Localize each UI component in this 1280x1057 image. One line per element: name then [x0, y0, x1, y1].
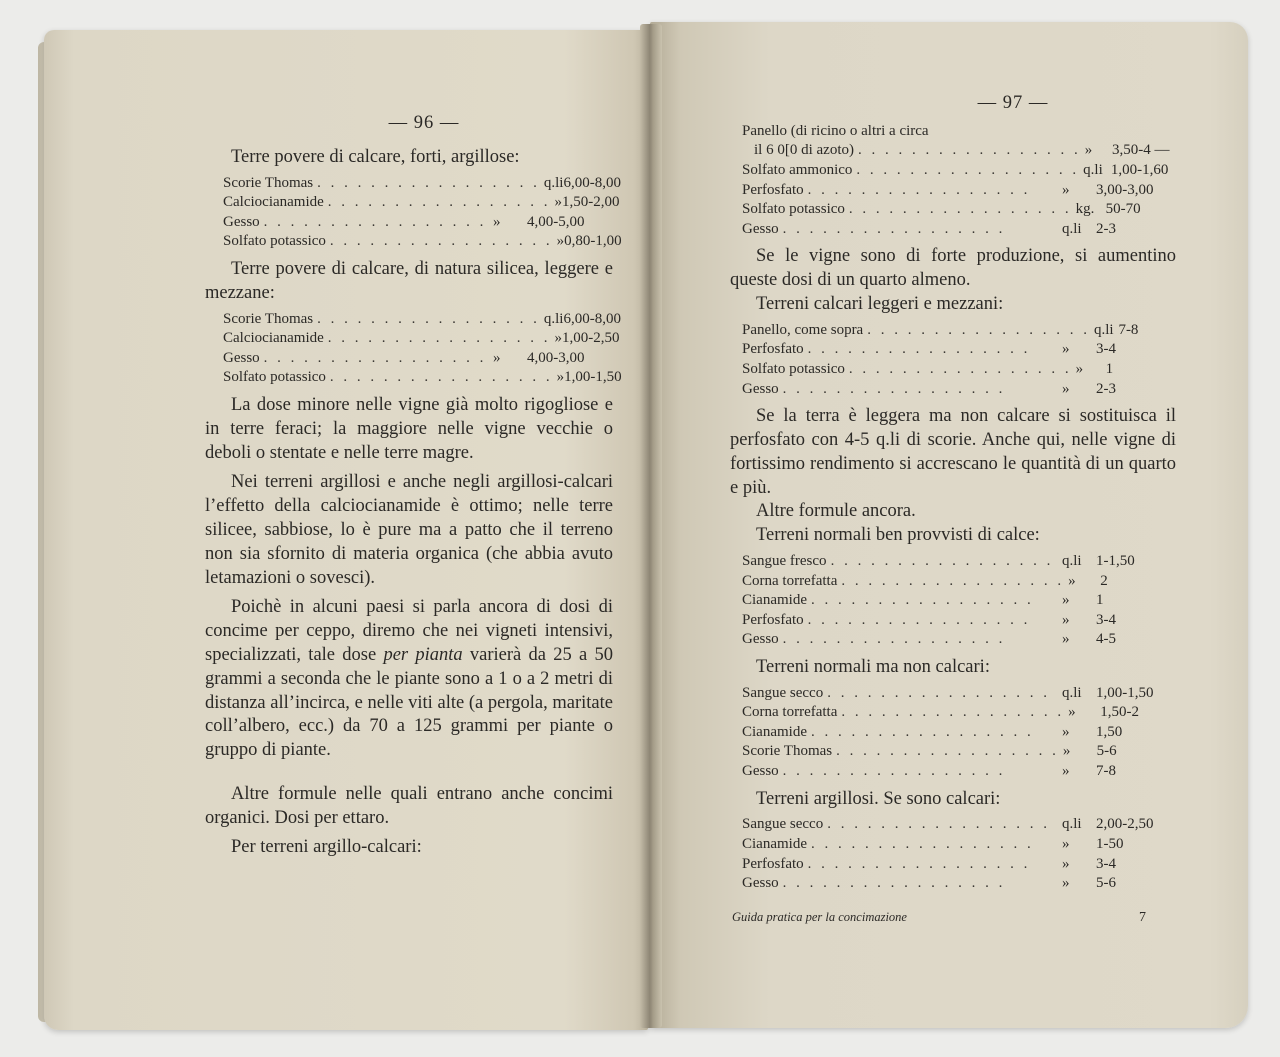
leader-dots: . . . . . . . . . . . . . . . . .	[327, 194, 551, 211]
product-name: Calciocianamide	[223, 330, 324, 347]
product-name: Calciocianamide	[223, 194, 324, 211]
dose-value: 0,80-1,00	[564, 233, 622, 250]
dose-value: 1,00-1,50	[1096, 684, 1154, 701]
product-name: Corna torrefatta	[742, 572, 838, 589]
unit: »	[1062, 592, 1070, 609]
leader-dots: . . . . . . . . . . . . . . . . .	[782, 763, 1006, 780]
dose-table-continued	[742, 122, 1176, 161]
page-number: — 97 —	[977, 93, 1049, 113]
dose-value: 3,50-4 —	[1111, 142, 1170, 159]
leader-dots: . . . . . . . . . . . . . . . . .	[867, 321, 1090, 338]
dose-value: 3-4	[1096, 341, 1116, 358]
paragraph: Se le vigne sono di forte produzione, si aumentino queste dosi di un quarto almeno.	[730, 246, 1176, 291]
product-name: Gesso	[223, 349, 260, 366]
section-heading: Terreni normali ben provvisti di calce:	[756, 525, 1040, 546]
paragraph-text: Poichè in alcuni paesi si parla ancora di dosi di concime per ceppo, diremo che nei vigneti intensivi, specializzati, tale dose	[205, 597, 613, 665]
leader-dots: . . . . . . . . . . . . . . . . .	[827, 816, 1050, 833]
product-name: Cianamide	[742, 723, 807, 740]
table-row	[742, 874, 1176, 894]
product-name: Corna torrefatta	[742, 704, 838, 721]
signature-number: 7	[1139, 909, 1146, 925]
section-heading: Terreni argillosi. Se sono calcari:	[756, 788, 1001, 809]
dose-table	[742, 161, 1176, 239]
table-row	[742, 723, 1176, 743]
table-row	[742, 815, 1176, 835]
unit: »	[1062, 743, 1071, 760]
unit: kg.	[1075, 201, 1095, 218]
table-row	[742, 572, 1176, 592]
leader-dots: . . . . . . . . . . . . . . . . .	[263, 349, 487, 366]
section-heading: Terre povere di calcare, forti, argillose:	[231, 146, 520, 167]
dose-value: 1,50-2,00	[562, 194, 620, 211]
dose-table	[742, 321, 1176, 399]
unit: »	[1075, 360, 1084, 377]
dose-table	[742, 684, 1176, 782]
leader-dots: . . . . . . . . . . . . . . . . .	[848, 360, 1072, 377]
paragraph: Altre formule ancora.	[756, 501, 916, 522]
unit: »	[1062, 380, 1070, 397]
table-row	[223, 368, 622, 388]
table-row	[742, 552, 1176, 572]
paragraph: La dose minore nelle vigne già molto rigogliose e in terre feraci; la maggiore nelle vigne vecchie o deboli o stentate e nelle terre magre.	[205, 394, 613, 463]
product-name: Scorie Thomas	[223, 174, 314, 191]
leader-dots: . . . . . . . . . . . . . . . . .	[810, 723, 1034, 740]
unit: »	[1062, 875, 1070, 892]
dose-value: 2-3	[1096, 380, 1116, 397]
dose-value: 50-70	[1105, 201, 1141, 218]
product-name: Panello (di ricino o altri a circa	[742, 122, 929, 139]
unit: »	[554, 330, 563, 347]
leader-dots: . . . . . . . . . . . . . . . . .	[810, 592, 1034, 609]
right-page	[650, 22, 1248, 1028]
product-name: Scorie Thomas	[742, 743, 833, 760]
leader-dots: . . . . . . . . . . . . . . . . .	[841, 704, 1065, 721]
dose-value: 2,00-2,50	[1096, 816, 1154, 833]
open-book	[44, 18, 1248, 1040]
dose-value: 3-4	[1096, 611, 1116, 628]
footer-title: Guida pratica per la concimazione	[732, 909, 907, 924]
dose-value: 2-3	[1096, 220, 1116, 237]
dose-table	[742, 815, 1176, 893]
leader-dots: . . . . . . . . . . . . . . . . .	[329, 233, 553, 250]
paragraph: Altre formule nelle quali entrano anche concimi organici. Dosi per ettaro.	[205, 783, 613, 828]
dose-value: 1	[1096, 592, 1104, 609]
leader-dots: . . . . . . . . . . . . . . . . .	[782, 220, 1006, 237]
product-name: Perfosfato	[742, 181, 804, 198]
product-name: Gesso	[742, 380, 779, 397]
product-name: Sangue secco	[742, 684, 824, 701]
product-name: Gesso	[742, 875, 779, 892]
unit: »	[1068, 704, 1076, 721]
dose-value: 4,00-5,00	[527, 213, 585, 230]
paragraph	[205, 596, 613, 763]
unit: »	[1062, 855, 1070, 872]
dose-value: 6,00-8,00	[563, 310, 621, 327]
table-row	[223, 310, 621, 330]
unit: »	[1062, 181, 1070, 198]
table-row	[223, 193, 620, 213]
leader-dots: . . . . . . . . . . . . . . . . .	[807, 855, 1031, 872]
table-row	[742, 360, 1176, 380]
left-page-text	[205, 112, 622, 860]
unit: q.li	[543, 174, 564, 191]
dose-value: 2	[1100, 572, 1108, 589]
italic-phrase: per pianta	[383, 644, 463, 665]
leader-dots: . . . . . . . . . . . . . . . . .	[317, 310, 540, 327]
dose-value: 1,00-2,50	[562, 330, 620, 347]
paragraph-text: varierà da 25 a 50 grammi a seconda che le piante sono a 1 o a 2 metri di distanza all’incirca, e nelle viti alte (a pergola, maritate coll’albero, ecc.) da 70 a 125 grammi per piante o gruppo di piante.	[205, 644, 613, 761]
unit: q.li	[543, 310, 564, 327]
leader-dots: . . . . . . . . . . . . . . . . .	[848, 201, 1072, 218]
dose-value: 5-6	[1096, 875, 1116, 892]
leader-dots: . . . . . . . . . . . . . . . . .	[810, 836, 1034, 853]
unit: »	[493, 213, 501, 230]
unit: »	[1062, 763, 1070, 780]
unit: q.li	[1062, 552, 1082, 569]
section-heading: Terreni normali ma non calcari:	[756, 656, 990, 677]
leader-dots: . . . . . . . . . . . . . . . . .	[782, 631, 1006, 648]
table-row	[742, 835, 1176, 855]
unit: »	[556, 369, 565, 386]
product-name: il 6 0[0 di azoto)	[754, 142, 854, 159]
dose-value: 1,50-2	[1100, 704, 1140, 721]
leader-dots: . . . . . . . . . . . . . . . . .	[807, 181, 1031, 198]
right-page-text	[730, 92, 1176, 930]
section-heading: Terre povere di calcare, di natura silicea, leggere e mezzane:	[205, 258, 613, 303]
dose-value: 3,00-3,00	[1096, 181, 1154, 198]
unit: q.li	[1083, 161, 1103, 178]
unit: q.li	[1093, 321, 1114, 338]
table-row	[742, 703, 1176, 723]
product-name: Solfato potassico	[742, 201, 845, 218]
leader-dots: . . . . . . . . . . . . . . . . .	[841, 572, 1065, 589]
unit: »	[554, 194, 563, 211]
section-heading: Terreni calcari leggeri e mezzani:	[756, 293, 1004, 314]
unit: »	[1084, 142, 1093, 159]
dose-value: 4-5	[1096, 631, 1116, 648]
table-row	[223, 174, 621, 194]
unit: »	[1062, 611, 1070, 628]
unit: q.li	[1062, 816, 1082, 833]
product-name: Solfato ammonico	[742, 161, 853, 178]
table-row	[742, 161, 1176, 181]
table-row	[742, 684, 1176, 704]
table-row	[742, 220, 1176, 240]
page-number: — 96 —	[388, 113, 460, 133]
page-footer	[730, 906, 1176, 930]
dose-value: 7-8	[1096, 763, 1116, 780]
product-name: Perfosfato	[742, 611, 804, 628]
table-row	[742, 630, 1176, 650]
product-name: Cianamide	[742, 836, 807, 853]
unit: »	[1068, 572, 1076, 589]
leader-dots: . . . . . . . . . . . . . . . . .	[782, 875, 1006, 892]
leader-dots: . . . . . . . . . . . . . . . . .	[807, 341, 1031, 358]
leader-dots: . . . . . . . . . . . . . . . . .	[263, 213, 487, 230]
leader-dots: . . . . . . . . . . . . . . . . .	[317, 174, 540, 191]
paragraph: Se la terra è leggera ma non calcare si sostituisca il perfosfato con 4-5 q.li di scorie. Anche qui, nelle vigne di fortissimo rendimento si accrescano le quantità di un quarto e più.	[730, 406, 1176, 498]
dose-table	[223, 310, 622, 388]
dose-value: 4,00-3,00	[527, 349, 585, 366]
table-row	[742, 855, 1176, 875]
unit: q.li	[1062, 684, 1082, 701]
dose-value: 7-8	[1118, 321, 1139, 338]
product-name: Gesso	[742, 220, 779, 237]
unit: »	[1062, 723, 1070, 740]
dose-value: 1-50	[1096, 836, 1124, 853]
product-name: Solfato potassico	[223, 233, 326, 250]
leader-dots: . . . . . . . . . . . . . . . . .	[857, 142, 1081, 159]
table-row	[223, 232, 622, 252]
product-name: Solfato potassico	[223, 369, 326, 386]
product-name: Scorie Thomas	[223, 310, 314, 327]
dose-table	[223, 174, 622, 252]
table-row	[742, 181, 1176, 201]
table-row	[742, 340, 1176, 360]
product-name: Gesso	[223, 213, 260, 230]
unit: »	[1062, 341, 1070, 358]
unit: q.li	[1062, 220, 1082, 237]
product-name: Panello, come sopra	[742, 321, 864, 338]
book-gutter	[640, 24, 662, 1028]
table-row	[742, 611, 1176, 631]
left-page	[44, 30, 648, 1030]
dose-value: 5-6	[1096, 743, 1117, 760]
dose-value: 3-4	[1096, 855, 1116, 872]
product-name: Perfosfato	[742, 341, 804, 358]
dose-value: 6,00-8,00	[563, 174, 621, 191]
dose-value: 1,00-1,60	[1110, 161, 1169, 178]
dose-value: 1,50	[1096, 723, 1123, 740]
table-row	[742, 380, 1176, 400]
paragraph: Nei terreni argillosi e anche negli argillosi-calcari l’effetto della calciocianamide è ottimo; nelle terre silicee, sabbiose, lo è pure ma a patto che il terreno non sia sfornito di materia organica (che abbia avuto letamazioni o sovesci).	[205, 472, 613, 588]
table-row	[223, 349, 613, 369]
leader-dots: . . . . . . . . . . . . . . . . .	[830, 552, 1054, 569]
table-row	[223, 329, 620, 349]
leader-dots: . . . . . . . . . . . . . . . . .	[856, 161, 1080, 178]
product-name: Cianamide	[742, 592, 807, 609]
product-name: Perfosfato	[742, 855, 804, 872]
table-row	[223, 213, 613, 233]
product-name: Gesso	[742, 763, 779, 780]
product-name: Sangue secco	[742, 816, 824, 833]
leader-dots: . . . . . . . . . . . . . . . . .	[327, 330, 551, 347]
product-name: Sangue fresco	[742, 552, 827, 569]
table-row	[742, 762, 1176, 782]
dose-table	[742, 552, 1176, 650]
product-name: Solfato potassico	[742, 360, 845, 377]
table-row	[742, 321, 1176, 341]
dose-value: 1	[1105, 360, 1114, 377]
dose-value: 1-1,50	[1096, 552, 1135, 569]
table-row	[742, 141, 1176, 161]
table-row	[742, 591, 1176, 611]
leader-dots: . . . . . . . . . . . . . . . . .	[807, 611, 1031, 628]
unit: »	[1062, 631, 1070, 648]
table-row	[742, 200, 1176, 220]
leader-dots: . . . . . . . . . . . . . . . . .	[329, 369, 553, 386]
table-row	[742, 742, 1176, 762]
dose-value: 1,00-1,50	[564, 369, 622, 386]
paragraph: Per terreni argillo-calcari:	[231, 837, 422, 858]
unit: »	[1062, 836, 1070, 853]
leader-dots: . . . . . . . . . . . . . . . . .	[782, 380, 1006, 397]
unit: »	[493, 349, 501, 366]
leader-dots: . . . . . . . . . . . . . . . . .	[836, 743, 1059, 760]
leader-dots: . . . . . . . . . . . . . . . . .	[827, 684, 1050, 701]
unit: »	[556, 233, 565, 250]
product-name: Gesso	[742, 631, 779, 648]
